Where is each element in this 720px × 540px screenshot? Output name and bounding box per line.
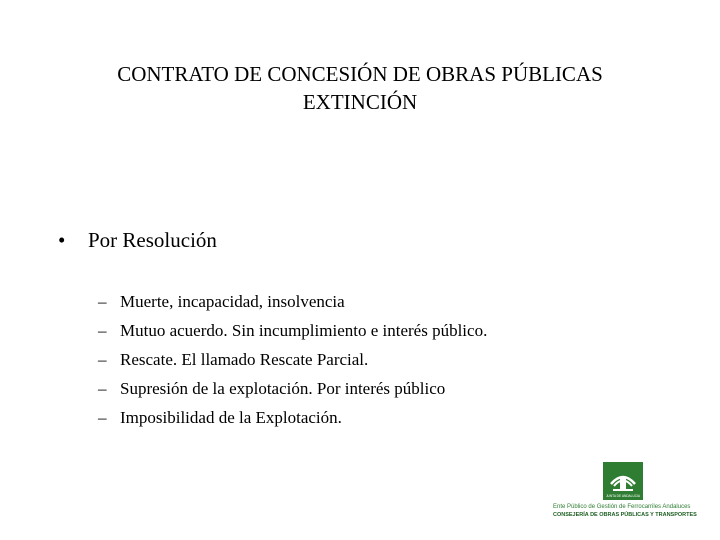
- title-line-2: EXTINCIÓN: [302, 90, 418, 114]
- slide-title: [40, 60, 680, 116]
- sub-item-text: Rescate. El llamado Rescate Parcial.: [120, 350, 369, 369]
- bullet-symbol: •: [58, 228, 66, 252]
- sub-item-text: Muerte, incapacidad, insolvencia: [120, 292, 345, 311]
- logo-line-2: CONSEJERÍA DE OBRAS PÚBLICAS Y TRANSPORTES: [553, 512, 697, 518]
- sub-item: [98, 403, 487, 432]
- dash-marker: –: [98, 350, 107, 369]
- bullet-item: [58, 226, 217, 254]
- title-line-1: CONTRATO DE CONCESIÓN DE OBRAS PÚBLICAS: [117, 62, 603, 86]
- dash-marker: –: [98, 379, 107, 398]
- logo-line-1: Ente Público de Gestión de Ferrocarriles Andaluces: [553, 504, 691, 510]
- sub-item: [98, 374, 487, 403]
- sub-item: [98, 316, 487, 345]
- dash-marker: –: [98, 408, 107, 427]
- sub-item: [98, 287, 487, 316]
- sub-item: [98, 345, 487, 374]
- sub-item-text: Mutuo acuerdo. Sin incumplimiento e interés público.: [120, 321, 488, 340]
- sub-item-text: Supresión de la explotación. Por interés público: [120, 379, 446, 398]
- dash-marker: –: [98, 292, 107, 311]
- bullet-text: Por Resolución: [88, 228, 217, 252]
- dash-marker: –: [98, 321, 107, 340]
- sub-item-list: [98, 287, 487, 432]
- emblem-caption: JUNTA DE ANDALUCIA: [605, 494, 641, 498]
- junta-emblem-icon: [603, 462, 643, 500]
- junta-andalucia-logo: [553, 462, 703, 522]
- sub-item-text: Imposibilidad de la Explotación.: [120, 408, 342, 427]
